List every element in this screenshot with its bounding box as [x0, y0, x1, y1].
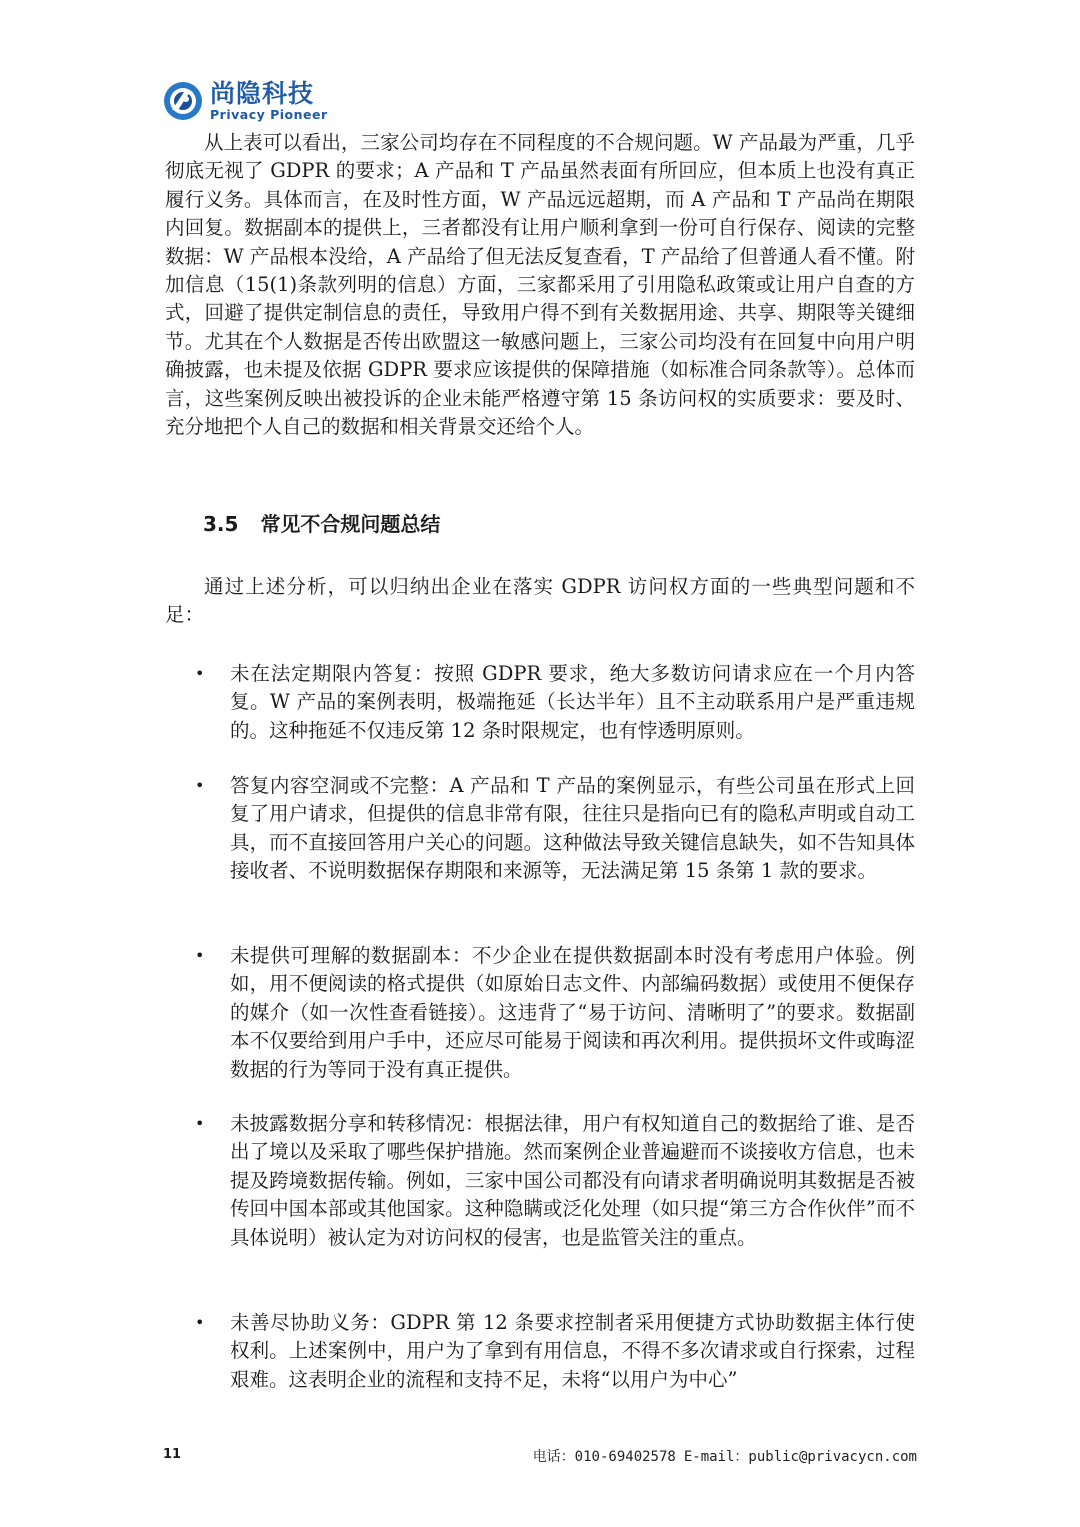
section-number: 3.5	[203, 512, 239, 536]
section-heading	[203, 508, 440, 537]
list-item-text: 未披露数据分享和转移情况：根据法律，用户有权知道自己的数据给了谁、是否出了境以及采取了哪些保护措施。然而案例企业普遍避而不谈接收方信息，也未提及跨境数据传输。例如，三家中国公司都没有向请求者明确说明其数据是否被传回中国本部或其他国家。这种隐瞒或泛化处理（如只提“第三方合作伙伴”而不具体说明）被认定为对访问权的侵害，也是监管关注的重点。	[230, 1112, 915, 1249]
list-item-text: 答复内容空洞或不完整：A 产品和 T 产品的案例显示，有些公司虽在形式上回复了用户请求，但提供的信息非常有限，往往只是指向已有的隐私声明或自动工具，而不直接回答用户关心的问题。这种做法导致关键信息缺失，如不告知具体接收者、不说明数据保存期限和来源等，无法满足第 15 条第 1 款的要求。	[230, 774, 915, 883]
company-logo	[162, 80, 328, 122]
bullet-marker: •	[195, 1313, 205, 1332]
list-item-text: 未在法定期限内答复：按照 GDPR 要求，绝大多数访问请求应在一个月内答复。W 产品的案例表明，极端拖延（长达半年）且不主动联系用户是严重违规的。这种拖延不仅违反第 12 条时限规定，也有悖透明原则。	[230, 662, 915, 742]
bullet-marker: •	[195, 1114, 205, 1133]
bullet-marker: •	[195, 664, 205, 683]
list-item-text: 未善尽协助义务：GDPR 第 12 条要求控制者采用便捷方式协助数据主体行使权利。上述案例中，用户为了拿到有用信息，不得不多次请求或自行探索，过程艰难。这表明企业的流程和支持不足，未将“以用户为中心”	[230, 1311, 915, 1391]
page-number: 11	[163, 1447, 182, 1462]
footer-email: E-mail：public@privacycn.com	[683, 1449, 917, 1465]
list-item-text: 未提供可理解的数据副本：不少企业在提供数据副本时没有考虑用户体验。例如，用不便阅读的格式提供（如原始日志文件、内部编码数据）或使用不便保存的媒介（如一次性查看链接）。这违背了“易于访问、清晰明了”的要求。数据副本不仅要给到用户手中，还应尽可能易于阅读和再次利用。提供损坏文件或晦涩数据的行为等同于没有真正提供。	[230, 944, 915, 1081]
bullet-marker: •	[195, 776, 205, 795]
section-title: 常见不合规问题总结	[260, 512, 441, 536]
intro-paragraph: 从上表可以看出，三家公司均存在不同程度的不合规问题。W 产品最为严重，几乎彻底无视了 GDPR 的要求；A 产品和 T 产品虽然表面有所回应，但本质上也没有真正履行义务。具体而言，在及时性方面，W 产品远远超期，而 A 产品和 T 产品尚在期限内回复。数据副本的提供上，三者都没有让用户顺利拿到一份可自行保存、阅读的完整数据：W 产品根本没给，A 产品给了但无法反复查看，T 产品给了但普通人看不懂。附加信息（15(1)条款列明的信息）方面，三家都采用了引用隐私政策或让用户自查的方式，回避了提供定制信息的责任，导致用户得不到有关数据用途、共享、期限等关键细节。尤其在个人数据是否传出欧盟这一敏感问题上，三家公司均没有在回复中向用户明确披露，也未提及依据 GDPR 要求应该提供的保障措施（如标准合同条款等）。总体而言，这些案例反映出被投诉的企业未能严格遵守第 15 条访问权的实质要求：要及时、充分地把个人自己的数据和相关背景交还给个人。	[165, 131, 915, 439]
logo-chinese-name: 尚隐科技	[210, 78, 315, 108]
privacy-pioneer-logo-icon	[162, 80, 204, 122]
footer-contact	[525, 1446, 917, 1466]
logo-english-name: Privacy Pioneer	[210, 106, 328, 122]
footer-phone: 电话：010-69402578	[532, 1449, 676, 1465]
section-intro-paragraph: 通过上述分析，可以归纳出企业在落实 GDPR 访问权方面的一些典型问题和不足：	[165, 575, 915, 627]
bullet-marker: •	[195, 946, 205, 965]
